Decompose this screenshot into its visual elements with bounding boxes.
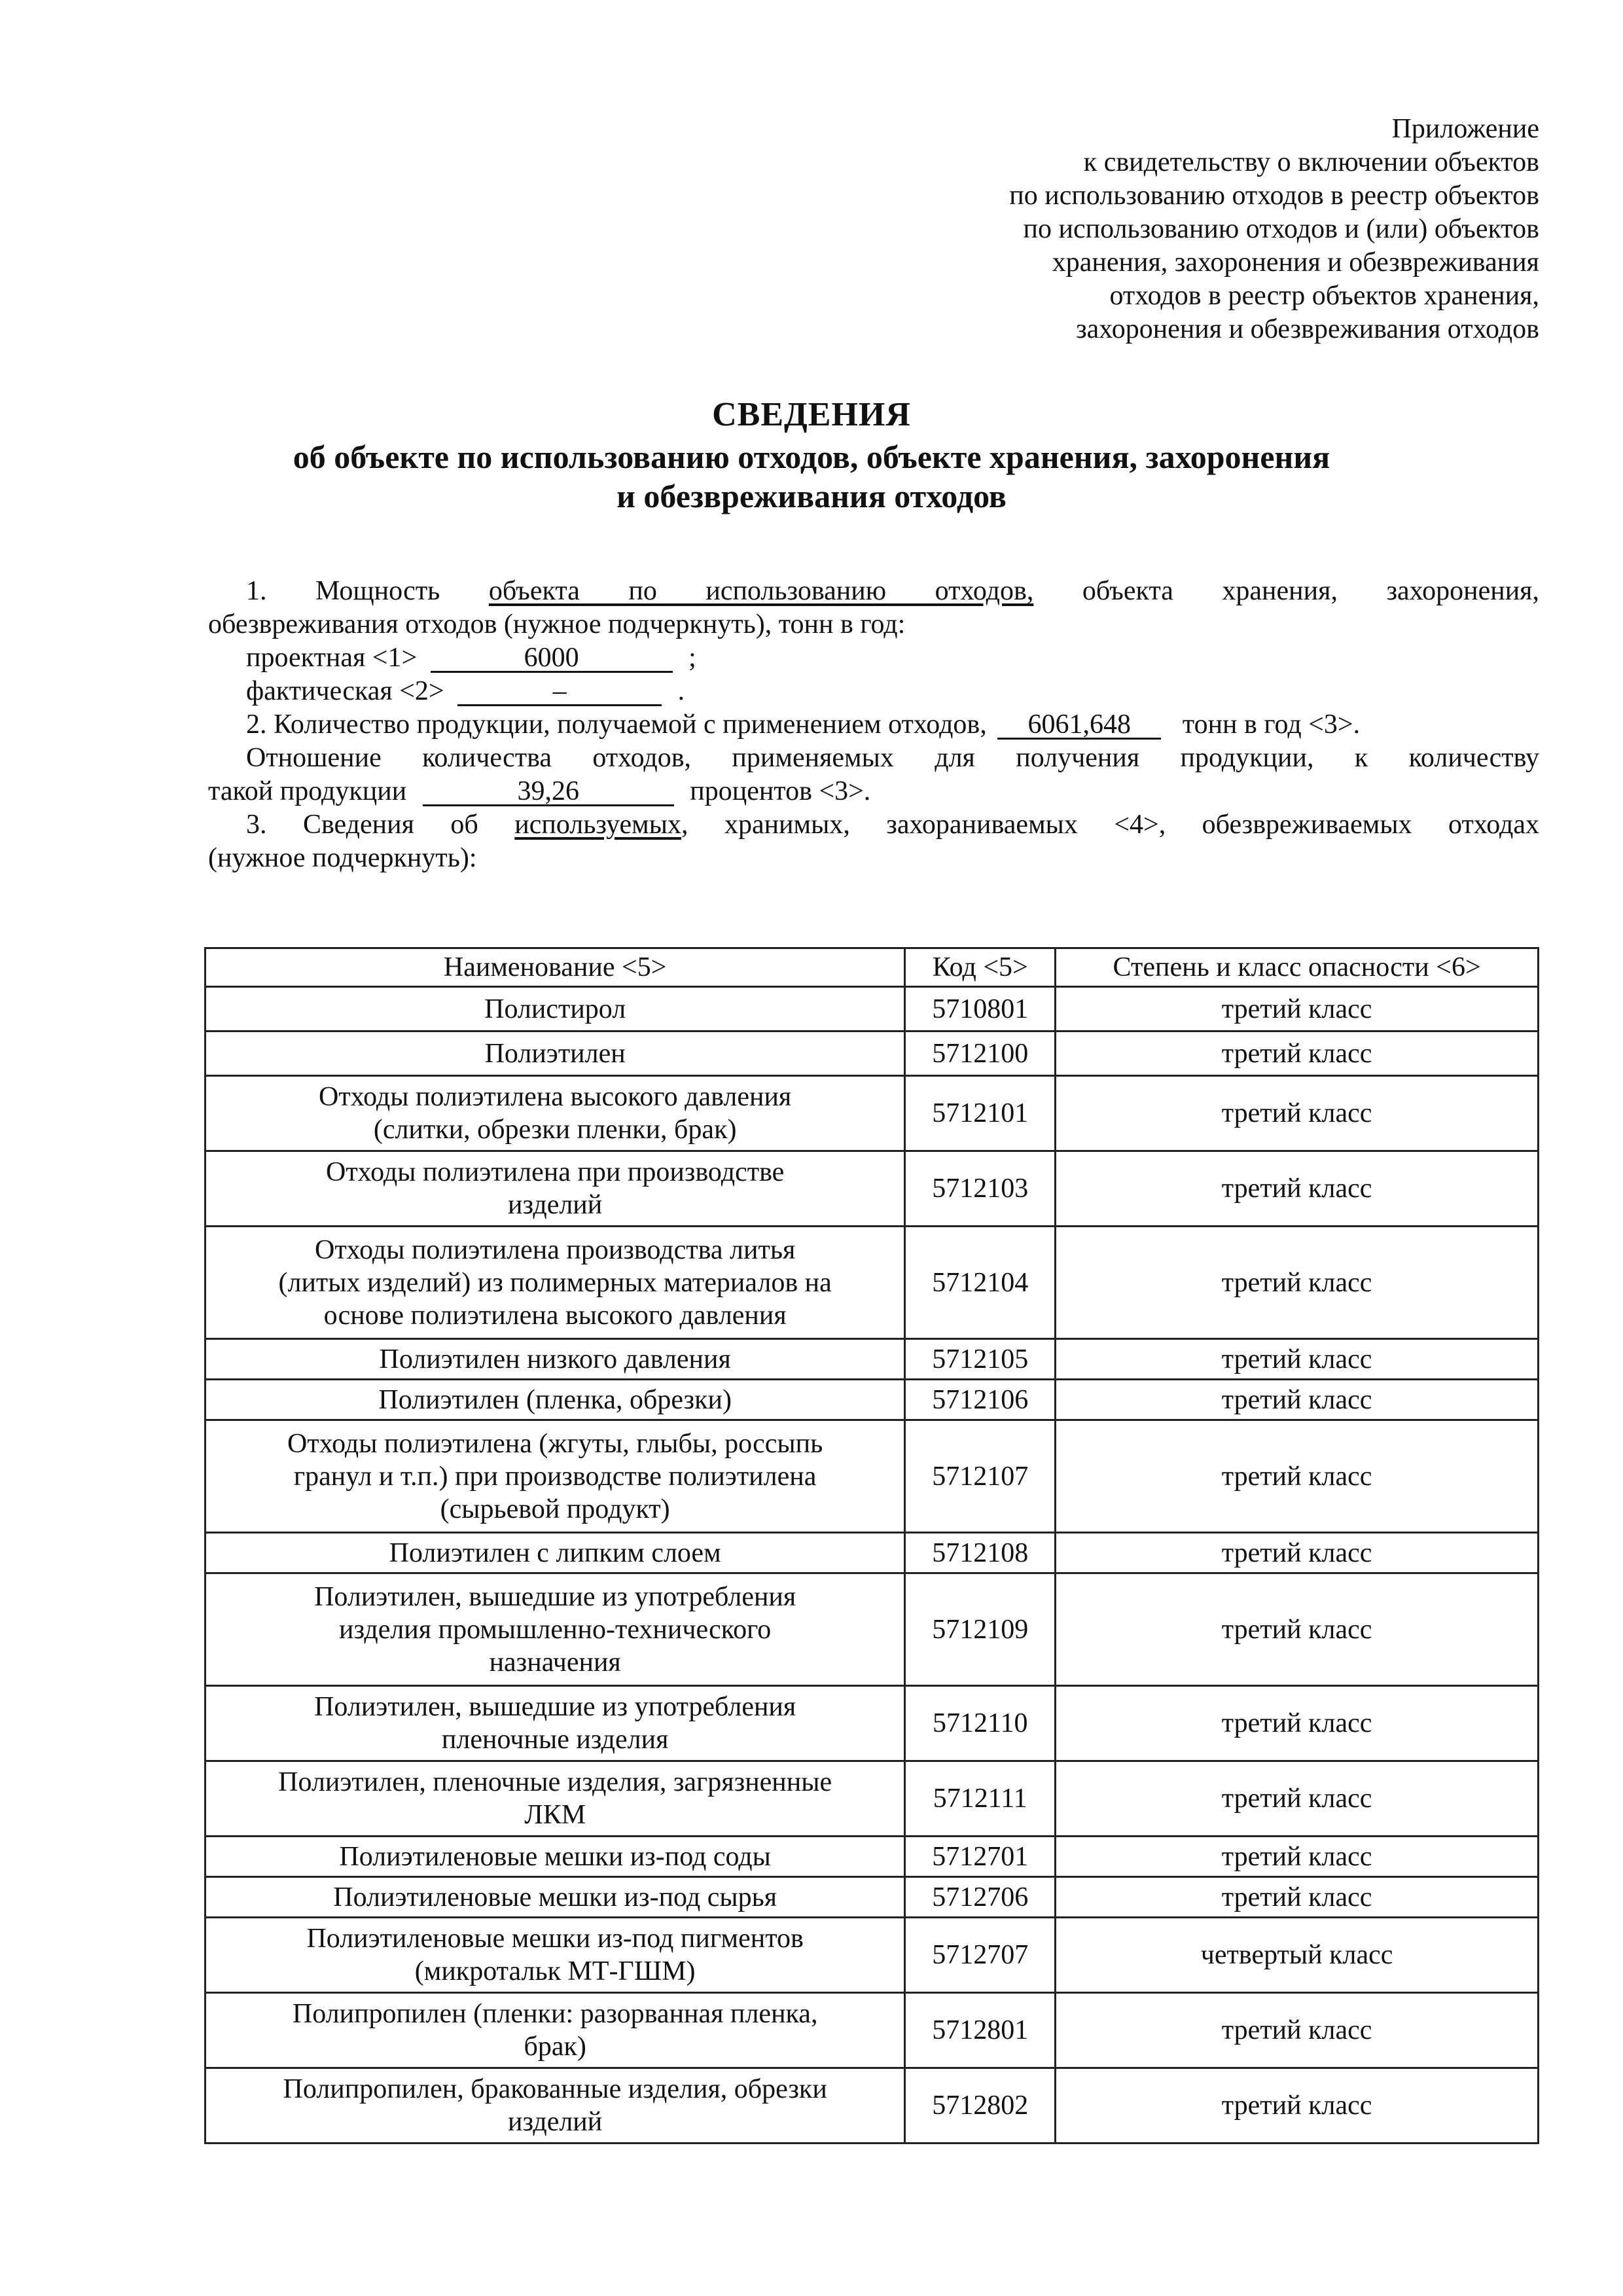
design-value: 6000 bbox=[431, 645, 673, 673]
waste-hazard-cell: третий класс bbox=[1056, 1420, 1539, 1533]
waste-name-cell bbox=[205, 1227, 905, 1339]
waste-code-cell: 5712111 bbox=[905, 1761, 1056, 1837]
products-line bbox=[208, 708, 1539, 742]
table-row bbox=[205, 1151, 1539, 1227]
ratio-unit: процентов <3>. bbox=[690, 776, 871, 806]
waste-hazard-cell: третий класс bbox=[1056, 1573, 1539, 1686]
table-row bbox=[205, 1918, 1539, 1993]
waste-name-line: Полиэтилен, пленочные изделия, загрязненные bbox=[278, 1767, 832, 1797]
waste-hazard-cell: третий класс bbox=[1056, 1877, 1539, 1918]
waste-hazard-cell: третий класс bbox=[1056, 1837, 1539, 1877]
waste-name-line: Полиэтилен bbox=[484, 1038, 626, 1069]
waste-name-cell bbox=[205, 1380, 905, 1420]
header-hazard: Степень и класс опасности <6> bbox=[1056, 948, 1539, 987]
waste-hazard-cell: третий класс bbox=[1056, 2068, 1539, 2144]
waste-hazard-cell: третий класс bbox=[1056, 1031, 1539, 1076]
waste-name-line: Отходы полиэтилена высокого давления bbox=[319, 1082, 792, 1112]
appendix-line: хранения, захоронения и обезвреживания bbox=[1052, 247, 1539, 278]
ratio-value: 39,26 bbox=[423, 778, 674, 806]
waste-info-underlined-option: используемых bbox=[514, 810, 681, 840]
table-row bbox=[205, 1837, 1539, 1877]
table-header-row bbox=[205, 948, 1539, 987]
waste-code-cell: 5712109 bbox=[905, 1573, 1056, 1686]
table-row bbox=[205, 1761, 1539, 1837]
waste-name-line: (литых изделий) из полимерных материалов на bbox=[278, 1267, 832, 1298]
actual-end: . bbox=[677, 676, 685, 706]
actual-value: – bbox=[457, 678, 662, 706]
waste-name-cell bbox=[205, 1877, 905, 1918]
waste-name-line: (микротальк МТ-ГШМ) bbox=[414, 1956, 696, 1986]
ratio-prefix: такой продукции bbox=[208, 776, 407, 806]
appendix-line: к свидетельству о включении объектов bbox=[1083, 147, 1539, 177]
waste-code-cell: 5712104 bbox=[905, 1227, 1056, 1339]
waste-name-line: (слитки, обрезки пленки, брак) bbox=[373, 1115, 737, 1145]
waste-code-cell: 5712103 bbox=[905, 1151, 1056, 1227]
table-row bbox=[205, 1573, 1539, 1686]
table-row bbox=[205, 1076, 1539, 1151]
waste-name-cell bbox=[205, 2068, 905, 2144]
capacity-prefix: 1. Мощность bbox=[246, 576, 440, 606]
waste-name-line: Полиэтилен низкого давления bbox=[379, 1344, 731, 1374]
waste-code-cell: 5712100 bbox=[905, 1031, 1056, 1076]
waste-hazard-cell: четвертый класс bbox=[1056, 1918, 1539, 1993]
title-sub-1: об объекте по использованию отходов, объекте хранения, захоронения bbox=[293, 439, 1330, 475]
waste-name-line: Полиэтилен, вышедшие из употребления bbox=[314, 1581, 796, 1612]
design-end: ; bbox=[688, 643, 696, 673]
ratio-line-2 bbox=[208, 775, 1539, 808]
header-code: Код <5> bbox=[905, 948, 1056, 987]
waste-hazard-cell: третий класс bbox=[1056, 1227, 1539, 1339]
waste-name-cell bbox=[205, 1151, 905, 1227]
waste-name-line: Отходы полиэтилена (жгуты, глыбы, россыпь bbox=[287, 1428, 823, 1459]
table-row bbox=[205, 1420, 1539, 1533]
waste-hazard-cell: третий класс bbox=[1056, 987, 1539, 1031]
waste-name-line: Полиэтилен (пленка, обрезки) bbox=[378, 1384, 732, 1415]
waste-name-cell bbox=[205, 1993, 905, 2068]
waste-name-cell bbox=[205, 1573, 905, 1686]
table-row bbox=[205, 1686, 1539, 1761]
waste-code-cell: 5710801 bbox=[905, 987, 1056, 1031]
waste-hazard-cell: третий класс bbox=[1056, 1151, 1539, 1227]
waste-code-cell: 5712105 bbox=[905, 1339, 1056, 1380]
waste-hazard-cell: третий класс bbox=[1056, 1339, 1539, 1380]
table-row bbox=[205, 1339, 1539, 1380]
waste-name-line: назначения bbox=[489, 1647, 621, 1677]
waste-code-cell: 5712106 bbox=[905, 1380, 1056, 1420]
waste-name-cell bbox=[205, 1918, 905, 1993]
waste-name-cell bbox=[205, 1420, 905, 1533]
waste-info-line-2: (нужное подчеркнуть): bbox=[208, 843, 477, 873]
waste-code-cell: 5712802 bbox=[905, 2068, 1056, 2144]
waste-code-cell: 5712801 bbox=[905, 1993, 1056, 2068]
design-label: проектная <1> bbox=[246, 643, 418, 673]
waste-name-line: Отходы полиэтилена производства литья bbox=[314, 1234, 796, 1265]
capacity-underlined-option: объекта по использованию отходов, bbox=[488, 576, 1034, 606]
waste-code-cell: 5712707 bbox=[905, 1918, 1056, 1993]
waste-name-line: гранул и т.п.) при производстве полиэтилена bbox=[293, 1461, 817, 1492]
waste-name-cell bbox=[205, 1031, 905, 1076]
section-capacity bbox=[208, 575, 1539, 875]
table-row bbox=[205, 1993, 1539, 2068]
waste-hazard-cell: третий класс bbox=[1056, 1533, 1539, 1573]
products-text: 2. Количество продукции, получаемой с применением отходов, bbox=[246, 709, 987, 740]
waste-name-cell bbox=[205, 1837, 905, 1877]
table-row bbox=[205, 1380, 1539, 1420]
table-row bbox=[205, 987, 1539, 1031]
waste-name-line: брак) bbox=[524, 2032, 586, 2062]
waste-code-cell: 5712706 bbox=[905, 1877, 1056, 1918]
waste-name-line: Полиэтилен с липким слоем bbox=[389, 1537, 721, 1568]
table-row bbox=[205, 1031, 1539, 1076]
appendix-line: отходов в реестр объектов хранения, bbox=[1109, 281, 1539, 311]
waste-hazard-cell: третий класс bbox=[1056, 1076, 1539, 1151]
waste-name-line: Полиэтиленовые мешки из-под соды bbox=[339, 1841, 771, 1872]
waste-name-line: Полипропилен (пленки: разорванная пленка, bbox=[292, 1999, 818, 2029]
table-row bbox=[205, 1877, 1539, 1918]
waste-code-cell: 5712110 bbox=[905, 1686, 1056, 1761]
appendix-line: по использованию отходов и (или) объектов bbox=[1023, 214, 1539, 244]
waste-code-cell: 5712101 bbox=[905, 1076, 1056, 1151]
table-row bbox=[205, 2068, 1539, 2144]
waste-hazard-cell: третий класс bbox=[1056, 1686, 1539, 1761]
waste-name-line: Полиэтилен, вышедшие из употребления bbox=[314, 1692, 796, 1722]
capacity-line-1 bbox=[208, 575, 1539, 608]
waste-name-cell bbox=[205, 1533, 905, 1573]
waste-name-line: основе полиэтилена высокого давления bbox=[323, 1300, 787, 1331]
waste-info-rest: , хранимых, захораниваемых <4>, обезвреживаемых отходах bbox=[681, 810, 1540, 840]
capacity-rest: объекта хранения, захоронения, bbox=[1082, 576, 1539, 606]
appendix-line: Приложение bbox=[1391, 114, 1539, 144]
waste-hazard-cell: третий класс bbox=[1056, 1380, 1539, 1420]
actual-capacity-line bbox=[208, 675, 1539, 708]
waste-hazard-cell: третий класс bbox=[1056, 1993, 1539, 2068]
waste-table bbox=[204, 947, 1539, 2144]
waste-name-line: Полиэтиленовые мешки из-под пигментов bbox=[306, 1924, 804, 1954]
waste-info-prefix: 3. Сведения об bbox=[246, 810, 478, 840]
waste-name-cell bbox=[205, 1761, 905, 1837]
table-row bbox=[205, 1227, 1539, 1339]
waste-name-line: пленочные изделия bbox=[441, 1725, 669, 1755]
waste-name-line: Отходы полиэтилена при производстве bbox=[325, 1157, 785, 1187]
waste-name-line: изделий bbox=[508, 2107, 603, 2137]
products-value: 6061,648 bbox=[997, 711, 1161, 740]
waste-info-line-1 bbox=[208, 808, 1539, 842]
waste-name-line: изделия промышленно-технического bbox=[339, 1614, 772, 1645]
waste-name-line: Полипропилен, бракованные изделия, обрезки bbox=[283, 2074, 827, 2104]
design-capacity-line bbox=[208, 641, 1539, 675]
waste-name-line: изделий bbox=[508, 1190, 603, 1220]
waste-name-line: (сырьевой продукт) bbox=[440, 1494, 670, 1524]
waste-code-cell: 5712107 bbox=[905, 1420, 1056, 1533]
appendix-header bbox=[754, 113, 1539, 346]
waste-code-cell: 5712108 bbox=[905, 1533, 1056, 1573]
ratio-line-1: Отношение количества отходов, применяемых для получения продукции, к количеству bbox=[246, 743, 1539, 773]
waste-code-cell: 5712701 bbox=[905, 1837, 1056, 1877]
document-title bbox=[0, 393, 1623, 516]
title-sub-2: и обезвреживания отходов bbox=[616, 478, 1007, 514]
title-main: СВЕДЕНИЯ bbox=[712, 396, 911, 433]
products-unit: тонн в год <3>. bbox=[1182, 709, 1361, 740]
waste-name-cell bbox=[205, 1686, 905, 1761]
table-row bbox=[205, 1533, 1539, 1573]
header-name: Наименование <5> bbox=[205, 948, 905, 987]
waste-name-line: Полистирол bbox=[484, 994, 626, 1024]
waste-name-cell bbox=[205, 1076, 905, 1151]
waste-hazard-cell: третий класс bbox=[1056, 1761, 1539, 1837]
waste-name-line: ЛКМ bbox=[524, 1800, 586, 1830]
appendix-line: захоронения и обезвреживания отходов bbox=[1076, 314, 1539, 344]
actual-label: фактическая <2> bbox=[246, 676, 444, 706]
waste-name-line: Полиэтиленовые мешки из-под сырья bbox=[333, 1882, 777, 1912]
capacity-line-2: обезвреживания отходов (нужное подчеркнуть), тонн в год: bbox=[208, 609, 906, 639]
waste-name-cell bbox=[205, 1339, 905, 1380]
waste-name-cell bbox=[205, 987, 905, 1031]
appendix-line: по использованию отходов в реестр объектов bbox=[1009, 181, 1539, 211]
